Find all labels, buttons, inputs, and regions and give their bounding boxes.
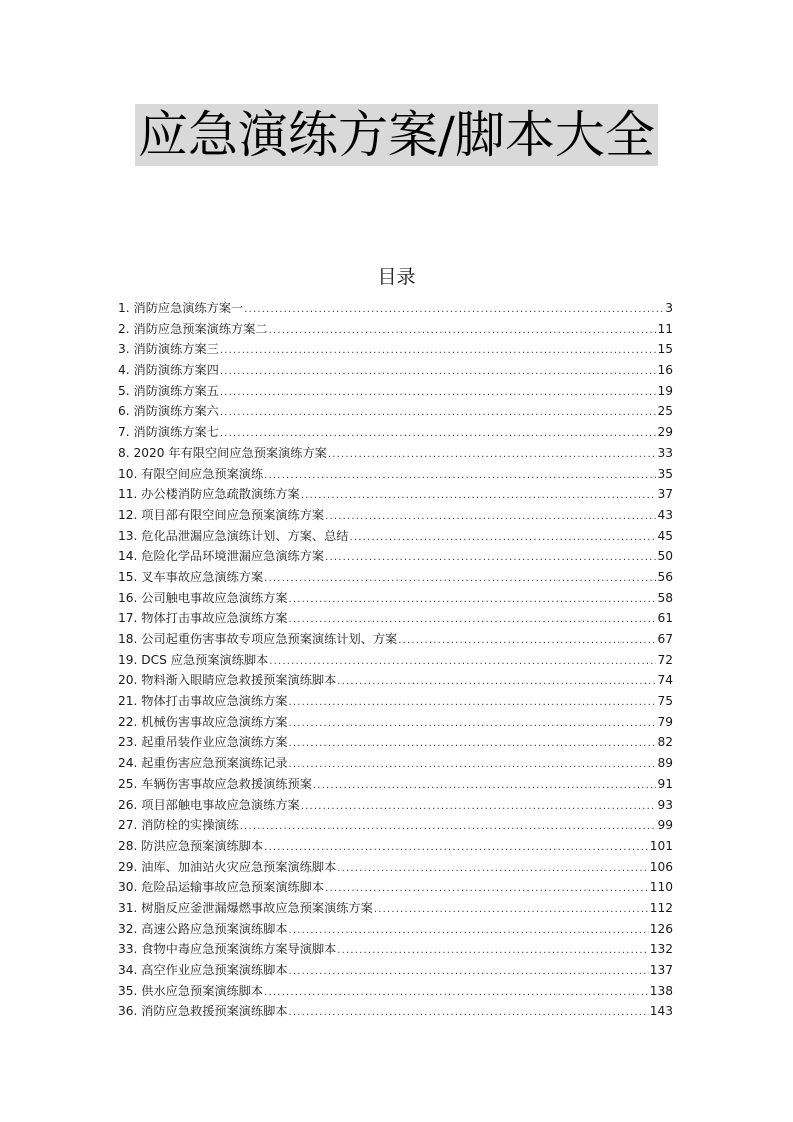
toc-entry[interactable] [118, 360, 673, 381]
dot-leader [337, 859, 648, 880]
dot-leader [269, 321, 657, 342]
dot-leader [289, 590, 657, 611]
dot-leader [328, 445, 657, 466]
toc-entry-page: 101 [649, 838, 673, 853]
toc-entry-page: 79 [657, 714, 673, 729]
toc-entry-label: 32. 高速公路应急预案演练脚本 [118, 921, 288, 936]
toc-entry[interactable] [118, 298, 673, 319]
toc-entry[interactable] [118, 919, 673, 940]
toc-entry-page: 74 [657, 673, 673, 688]
toc-entry[interactable] [118, 567, 673, 588]
toc-heading: 目录 [377, 266, 416, 288]
toc-entry-page: 72 [657, 652, 673, 667]
toc-entry[interactable] [118, 650, 673, 671]
toc-entry[interactable] [118, 484, 673, 505]
toc-entry[interactable] [118, 526, 673, 547]
toc-entry-page: 75 [657, 694, 673, 709]
dot-leader [337, 672, 656, 693]
toc-entry-page: 43 [657, 507, 673, 522]
toc-entry-label: 21. 物体打击事故应急演练方案 [118, 694, 288, 709]
toc-entry[interactable] [118, 422, 673, 443]
toc-entry-label: 8. 2020 年有限空间应急预案演练方案 [118, 445, 327, 460]
dot-leader [289, 714, 657, 735]
toc-entry-label: 1. 消防应急演练方案一 [118, 301, 244, 315]
dot-leader [220, 362, 657, 383]
toc-entry[interactable] [118, 546, 673, 567]
toc-entry-page: 99 [657, 818, 673, 833]
toc-entry[interactable] [118, 877, 673, 898]
toc-entry-label: 29. 油库、加油站火灾应急预案演练脚本 [118, 859, 337, 874]
toc-entry[interactable] [118, 588, 673, 609]
toc-entry-page: 82 [657, 735, 673, 750]
toc-entry[interactable] [118, 319, 673, 340]
dot-leader [264, 466, 656, 487]
dot-leader [325, 507, 656, 528]
toc-entry-label: 25. 车辆伤害事故应急救援演练预案 [118, 776, 312, 791]
toc-entry-label: 33. 食物中毒应急预案演练方案导演脚本 [118, 942, 337, 957]
dot-leader [289, 693, 657, 714]
toc-entry[interactable] [118, 939, 673, 960]
toc-entry-page: 138 [649, 983, 673, 998]
toc-entry-page: 106 [649, 859, 673, 874]
title-container [0, 104, 793, 166]
dot-leader [289, 962, 649, 983]
toc-entry[interactable] [118, 857, 673, 878]
toc-entry[interactable] [118, 339, 673, 360]
toc-entry-page: 110 [649, 880, 673, 895]
toc-entry-label: 3. 消防演练方案三 [118, 342, 219, 357]
toc-entry-label: 26. 项目部触电事故应急演练方案 [118, 797, 300, 812]
toc-entry[interactable] [118, 464, 673, 485]
toc-entry-label: 18. 公司起重伤害事故专项应急预案演练计划、方案 [118, 632, 398, 646]
toc-entry[interactable] [118, 774, 673, 795]
toc-entry-page: 89 [657, 756, 673, 771]
dot-leader [289, 610, 657, 631]
toc-entry-label: 36. 消防应急救援预案演练脚本 [118, 1004, 288, 1019]
toc-entry[interactable] [118, 670, 673, 691]
toc-entry-page: 126 [649, 921, 673, 936]
toc-entry-page: 25 [657, 404, 673, 419]
toc-entry[interactable] [118, 401, 673, 422]
toc-entry-label: 20. 物料渐入眼睛应急救援预案演练脚本 [118, 673, 337, 688]
dot-leader [374, 900, 649, 921]
dot-leader [220, 341, 657, 362]
toc-entry-page: 16 [657, 363, 673, 378]
toc-entry-label: 30. 危险品运输事故应急预案演练脚本 [118, 880, 325, 895]
dot-leader [301, 486, 657, 507]
toc-entry-page: 3 [665, 301, 673, 315]
dot-leader [264, 983, 649, 1004]
toc-entry[interactable] [118, 443, 673, 464]
document-title: 应急演练方案/脚本大全 [135, 104, 658, 166]
toc-entry-label: 12. 项目部有限空间应急预案演练方案 [118, 507, 325, 522]
toc-entry-label: 19. DCS 应急预案演练脚本 [118, 652, 269, 667]
dot-leader [289, 1003, 649, 1024]
toc-entry-page: 15 [657, 342, 673, 357]
toc-entry[interactable] [118, 836, 673, 857]
toc-entry[interactable] [118, 753, 673, 774]
dot-leader [325, 879, 649, 900]
toc-entry-page: 50 [657, 549, 673, 564]
toc-entry-label: 35. 供水应急预案演练脚本 [118, 983, 264, 998]
toc-entry[interactable] [118, 505, 673, 526]
toc-entry[interactable] [118, 381, 673, 402]
dot-leader [220, 383, 657, 404]
toc-entry-page: 61 [657, 611, 673, 626]
dot-leader [313, 776, 657, 797]
toc-entry-page: 143 [649, 1004, 673, 1019]
toc-entry[interactable] [118, 815, 673, 836]
toc-entry-label: 15. 叉车事故应急演练方案 [118, 569, 264, 584]
dot-leader [264, 838, 649, 859]
dot-leader [301, 797, 657, 818]
dot-leader [220, 403, 657, 424]
dot-leader [264, 569, 656, 590]
dot-leader [349, 528, 656, 549]
toc-entry-page: 35 [657, 466, 673, 481]
toc-entry-page: 137 [649, 963, 673, 977]
toc-entry-page: 37 [657, 487, 673, 502]
toc-entry[interactable] [118, 1001, 673, 1022]
toc-entry-label: 4. 消防演练方案四 [118, 363, 219, 378]
toc-entry-page: 29 [657, 425, 673, 440]
dot-leader [325, 548, 656, 569]
toc-entry-label: 14. 危险化学品环境泄漏应急演练方案 [118, 549, 325, 564]
toc-entry[interactable] [118, 712, 673, 733]
toc-entry-label: 16. 公司触电事故应急演练方案 [118, 590, 288, 605]
dot-leader [289, 734, 657, 755]
toc-entry-page: 19 [657, 383, 673, 398]
toc-entry[interactable] [118, 795, 673, 816]
toc-entry-label: 23. 起重吊装作业应急演练方案 [118, 735, 288, 750]
toc-entry-label: 27. 消防栓的实操演练 [118, 818, 239, 833]
dot-leader [269, 652, 656, 673]
toc-entry-page: 67 [657, 632, 673, 646]
dot-leader [289, 921, 649, 942]
toc-entry-page: 93 [657, 797, 673, 812]
toc-entry-label: 10. 有限空间应急预案演练 [118, 466, 264, 481]
toc-entry-page: 91 [657, 776, 673, 791]
toc-entry-label: 6. 消防演练方案六 [118, 404, 219, 419]
toc-entry[interactable] [118, 629, 673, 650]
toc-entry-label: 34. 高空作业应急预案演练脚本 [118, 963, 288, 977]
dot-leader [337, 941, 648, 962]
toc-entry-page: 56 [657, 569, 673, 584]
toc-entry-label: 7. 消防演练方案七 [118, 425, 219, 440]
toc-entry[interactable] [118, 898, 673, 919]
toc-entry-label: 2. 消防应急预案演练方案二 [118, 321, 268, 336]
toc-entry-label: 11. 办公楼消防应急疏散演练方案 [118, 487, 300, 502]
toc-entry-page: 45 [657, 528, 673, 543]
toc-entry-page: 58 [657, 590, 673, 605]
dot-leader [398, 631, 656, 652]
toc-entry[interactable] [118, 981, 673, 1002]
toc-entry-label: 13. 危化品泄漏应急演练计划、方案、总结 [118, 528, 349, 543]
toc-entry[interactable] [118, 732, 673, 753]
toc-entry-page: 132 [649, 942, 673, 957]
toc-entry-label: 28. 防洪应急预案演练脚本 [118, 838, 264, 853]
dot-leader [220, 424, 657, 445]
dot-leader [289, 755, 657, 776]
toc-entry-page: 33 [657, 445, 673, 460]
toc-entry-label: 22. 机械伤害事故应急演练方案 [118, 714, 288, 729]
toc-entry[interactable] [118, 608, 673, 629]
toc-entry-label: 31. 树脂反应釜泄漏爆燃事故应急预案演练方案 [118, 900, 373, 915]
toc-entry[interactable] [118, 960, 673, 981]
dot-leader [244, 300, 664, 321]
toc-entry-page: 112 [649, 900, 673, 915]
toc-entry[interactable] [118, 691, 673, 712]
table-of-contents [118, 298, 673, 1022]
toc-entry-label: 24. 起重伤害应急预案演练记录 [118, 756, 288, 771]
toc-entry-label: 5. 消防演练方案五 [118, 383, 219, 398]
dot-leader [240, 817, 657, 838]
toc-entry-page: 11 [657, 321, 673, 336]
toc-entry-label: 17. 物体打击事故应急演练方案 [118, 611, 288, 626]
